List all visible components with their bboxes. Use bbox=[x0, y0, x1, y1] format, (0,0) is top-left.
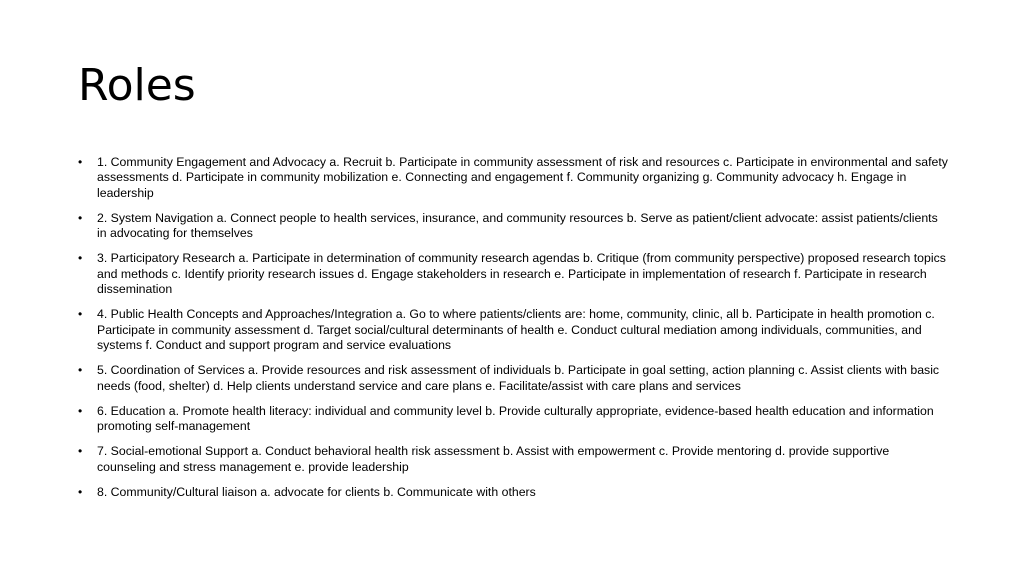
list-item bbox=[78, 404, 948, 435]
list-item bbox=[78, 363, 948, 394]
list-item bbox=[78, 444, 948, 475]
bullet-icon: • bbox=[78, 210, 83, 225]
list-item-text: 6. Education a. Promote health literacy: individual and community level b. Provide culturally appropriate, evidence-based health education and information promoting self-management bbox=[97, 403, 934, 434]
list-item-text: 1. Community Engagement and Advocacy a. Recruit b. Participate in community assessment of risk and resources c. Participate in environmental and safety assessments d. Participate in community mobilization e. Connecting and engagement f. Community organizing g. Community advocacy h. Engage in leadership bbox=[97, 155, 948, 200]
slide-title: Roles bbox=[78, 60, 196, 111]
bullet-icon: • bbox=[78, 444, 83, 459]
list-item bbox=[78, 155, 948, 201]
list-item-text: 5. Coordination of Services a. Provide resources and risk assessment of individuals b. Participate in goal setting, action planning c. Assist clients with basic needs (food, shelter) d. Help clients understand service and care plans e. Facilitate/assist with care plans and services bbox=[97, 363, 940, 393]
list-item-text: 4. Public Health Concepts and Approaches/Integration a. Go to where patients/clients are: home, community, clinic, all b. Participate in health promotion c. Participate in community assessment d. Target social/cultural determinants of health e. Conduct cultural mediation among individuals, communities, and systems f. Conduct and support program and service evaluations bbox=[97, 307, 935, 352]
bullet-list bbox=[78, 155, 948, 510]
bullet-icon: • bbox=[78, 485, 83, 500]
list-item-text: 7. Social-emotional Support a. Conduct behavioral health risk assessment b. Assist with empowerment c. Provide mentoring d. provide supportive counseling and stress management e. provide leadership bbox=[97, 444, 890, 474]
list-item bbox=[78, 485, 948, 500]
list-item-text: 8. Community/Cultural liaison a. advocate for clients b. Communicate with others bbox=[97, 485, 536, 500]
list-item bbox=[78, 251, 948, 297]
bullet-icon: • bbox=[78, 251, 83, 266]
list-item-text: 3. Participatory Research a. Participate in determination of community research agendas b. Critique (from community perspective) proposed research topics and methods c. Identify priority research issues d. Engage stakeholders in research e. Participate in implementation of research f. Participate in research dissemination bbox=[97, 251, 946, 297]
list-item-text: 2. System Navigation a. Connect people to health services, insurance, and community resources b. Serve as patient/client advocate: assist patients/clients in advocating for themselves bbox=[97, 210, 938, 241]
bullet-icon: • bbox=[78, 403, 83, 418]
list-item bbox=[78, 307, 948, 353]
list-item bbox=[78, 211, 948, 242]
bullet-icon: • bbox=[78, 363, 83, 378]
bullet-icon: • bbox=[78, 155, 83, 169]
bullet-icon: • bbox=[78, 307, 83, 322]
